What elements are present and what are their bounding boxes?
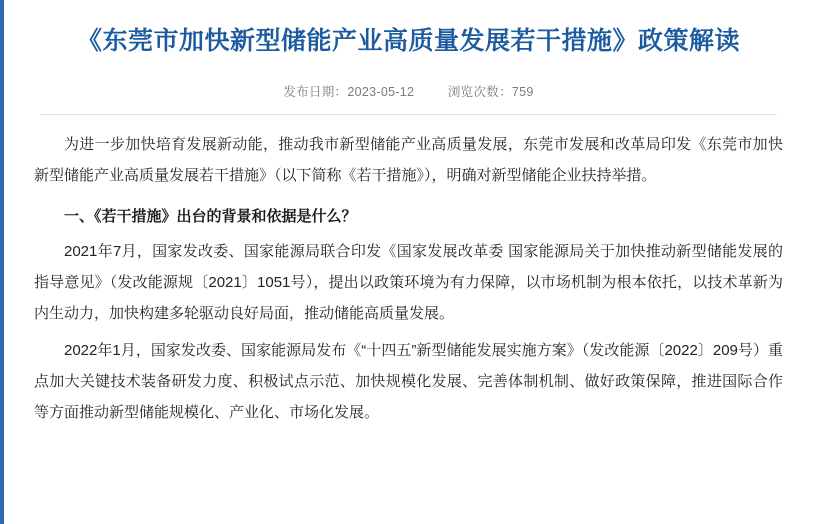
document-body (34, 129, 783, 428)
paragraph-2022: 2022年1月，国家发改委、国家能源局发布《“十四五”新型储能发展实施方案》（发改能源〔2022〕209号）重点加大关键技术装备研发力度、积极试点示范、加快规模化发展、完善体制机制、做好政策保障，推进国际合作等方面推动新型储能规模化、产业化、市场化发展。 (34, 342, 783, 421)
header-divider (40, 114, 777, 115)
page-title: 《东莞市加快新型储能产业高质量发展若干措施》政策解读 (76, 27, 740, 55)
publish-date: 发布日期：2023-05-12 (283, 85, 415, 99)
left-accent-bar (0, 0, 4, 524)
view-count: 浏览次数：759 (447, 85, 534, 99)
section-heading-1: 一、《若干措施》出台的背景和依据是什么？ (64, 208, 357, 225)
paragraph-intro: 为进一步加快培育发展新动能，推动我市新型储能产业高质量发展，东莞市发展和改革局印发《东莞市加快新型储能产业高质量发展若干措施》（以下简称《若干措施》），明确对新型储能企业扶持举措。 (34, 136, 783, 184)
document-meta (34, 82, 783, 100)
paragraph-2021: 2021年7月，国家发改委、国家能源局联合印发《国家发展改革委 国家能源局关于加快推动新型储能发展的指导意见》（发改能源规〔2021〕1051号），提出以政策环境为有力保障，以市场机制为根本依托，以技术革新为内生动力，加快构建多轮驱动良好局面，推动储能高质量发展。 (34, 243, 783, 322)
